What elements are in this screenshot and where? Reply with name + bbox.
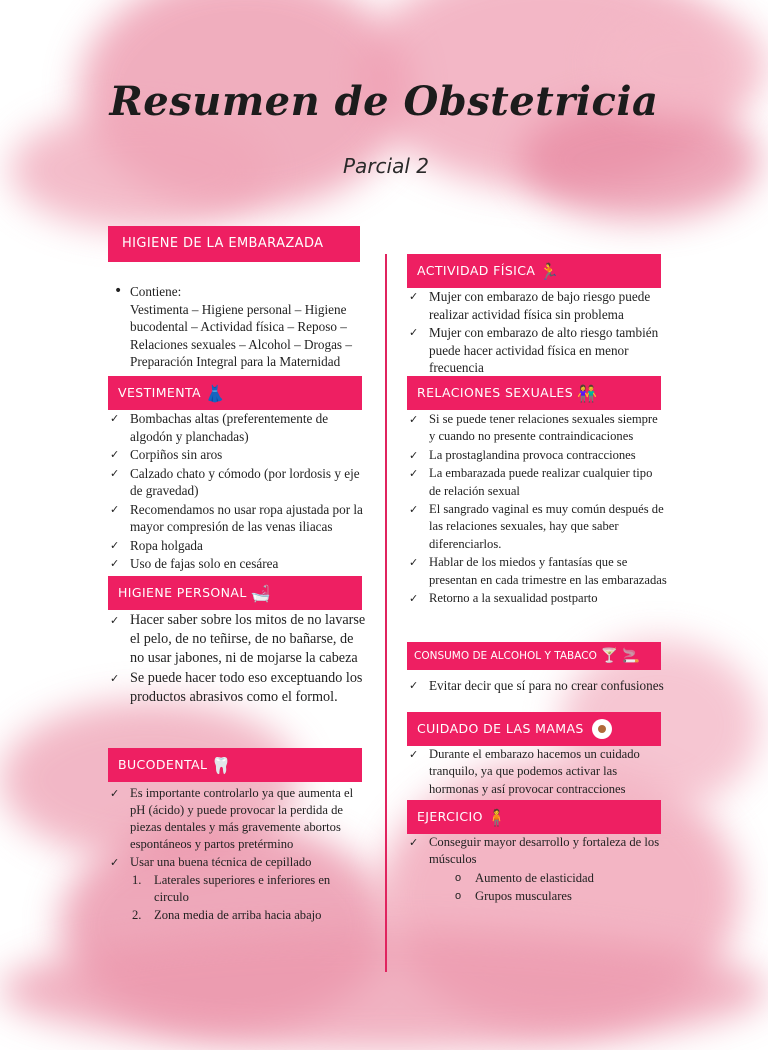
exercise-icon: 🧍 <box>486 807 508 827</box>
list-item: ✓ Evitar decir que sí para no crear confusiones <box>407 677 667 695</box>
list-item: ✓ Uso de fajas solo en cesárea <box>108 555 364 573</box>
breast-icon <box>592 719 612 739</box>
section-title: EJERCICIO <box>417 809 483 824</box>
list-item: ✓ La embarazada puede realizar cualquier tipo de relación sexual <box>407 465 667 500</box>
list-item: ✓ El sangrado vaginal es muy común después de las relaciones sexuales, hay que saber diferenciarlos. <box>407 501 667 553</box>
list-item <box>108 283 363 371</box>
list-item: ✓ Si se puede tener relaciones sexuales siempre y cuando no presente contraindicaciones <box>407 411 667 446</box>
section-higiene-personal <box>108 611 366 708</box>
list-item: ✓ Ropa holgada <box>108 537 364 555</box>
list-item: ✓ Durante el embarazo hacemos un cuidado tranquilo, ya que podemos activar las hormonas y así provocar contracciones <box>407 746 667 798</box>
list-item: ✓ Usar una buena técnica de cepillado <box>108 854 364 871</box>
list-item: ✓ Retorno a la sexualidad postparto <box>407 590 667 607</box>
running-icon: 🏃 <box>539 261 560 281</box>
couple-icon: 👫 <box>577 383 598 403</box>
section-header-bucodental <box>108 748 362 782</box>
list-item: ✓ Hacer saber sobre los mitos de no lavarse el pelo, de no teñirse, de no bañarse, de no usar jabones, ni de mojarse la cabeza <box>108 611 366 668</box>
list-item: ✓ Calzado chato y cómodo (por lordosis y eje de gravedad) <box>108 465 364 500</box>
section-title: RELACIONES SEXUALES <box>417 385 574 400</box>
section-header-higiene-embarazada <box>108 226 360 262</box>
section-actividad-fisica <box>407 288 667 378</box>
section-bucodental <box>108 785 364 925</box>
section-relaciones-sexuales <box>407 411 667 608</box>
list-item: ✓ Se puede hacer todo eso exceptuando los productos abrasivos como el formol. <box>108 669 366 707</box>
bathtub-icon: 🛁 <box>250 583 272 603</box>
section-cuidado-mamas <box>407 746 667 799</box>
dress-icon: 👗 <box>204 383 226 403</box>
cocktail-icon: 🍸 <box>600 648 619 664</box>
section-title: ACTIVIDAD FÍSICA <box>417 263 536 278</box>
section-title: CONSUMO DE ALCOHOL Y TABACO <box>414 650 597 662</box>
section-title: HIGIENE DE LA EMBARAZADA <box>122 236 324 251</box>
numbered-item: 2. Zona media de arriba hacia abajo <box>132 908 322 922</box>
section-title: BUCODENTAL <box>118 757 208 772</box>
list-item: ✓ Es importante controlarlo ya que aumenta el pH (ácido) y puede provocar la perdida de piezas dentales y más gravemente abortos espontáneos y partos pretérmino <box>108 785 364 853</box>
section-header-higiene-personal <box>108 576 362 610</box>
section-vestimenta <box>108 410 364 574</box>
cigarette-icon: 🚬 <box>622 648 640 664</box>
section-higiene-embarazada <box>108 283 363 372</box>
sub-list-item: o Aumento de elasticidad <box>407 870 667 887</box>
section-title: CUIDADO DE LAS MAMAS <box>417 721 584 736</box>
section-title: HIGIENE PERSONAL <box>118 585 247 600</box>
section-header-ejercicio <box>407 800 661 834</box>
section-header-vestimenta <box>108 376 362 410</box>
section-header-alcohol-tabaco <box>407 642 661 670</box>
document-subtitle: Parcial 2 <box>343 154 429 178</box>
list-item: ✓ Recomendamos no usar ropa ajustada por la mayor compresión de las venas iliacas <box>108 501 364 536</box>
list-item: ✓ La prostaglandina provoca contracciones <box>407 447 667 464</box>
section-header-relaciones-sexuales <box>407 376 661 410</box>
list-item: ✓ Mujer con embarazo de bajo riesgo puede realizar actividad física sin problema <box>407 288 667 323</box>
list-item: ✓ Corpiños sin aros <box>108 446 364 464</box>
list-item: ✓ Conseguir mayor desarrollo y fortaleza de los músculos <box>407 834 667 869</box>
section-header-actividad-fisica <box>407 254 661 288</box>
numbered-item: 1. Laterales superiores e inferiores en circulo <box>132 873 331 904</box>
section-header-cuidado-mamas <box>407 712 661 746</box>
column-divider <box>385 254 387 972</box>
section-title: VESTIMENTA <box>118 385 201 400</box>
document-title: Resumen de Obstetricia <box>109 78 659 125</box>
section-ejercicio <box>407 834 667 907</box>
section-alcohol-tabaco <box>407 677 667 696</box>
list-item: ✓ Mujer con embarazo de alto riesgo también puede hacer actividad física en menor frecuencia <box>407 324 667 377</box>
list-item: ✓ Bombachas altas (preferentemente de algodón y planchadas) <box>108 410 364 445</box>
list-item: ✓ Hablar de los miedos y fantasías que se presentan en cada trimestre en las embarazadas <box>407 554 667 589</box>
contiene-label: Contiene: <box>130 284 182 299</box>
sub-list-item: o Grupos musculares <box>407 888 667 905</box>
tooth-icon: 🦷 <box>211 755 232 775</box>
contiene-text: Vestimenta – Higiene personal – Higiene bucodental – Actividad física – Reposo – Relaciones sexuales – Alcohol – Drogas – Preparación Integral para la Maternidad <box>130 301 352 369</box>
